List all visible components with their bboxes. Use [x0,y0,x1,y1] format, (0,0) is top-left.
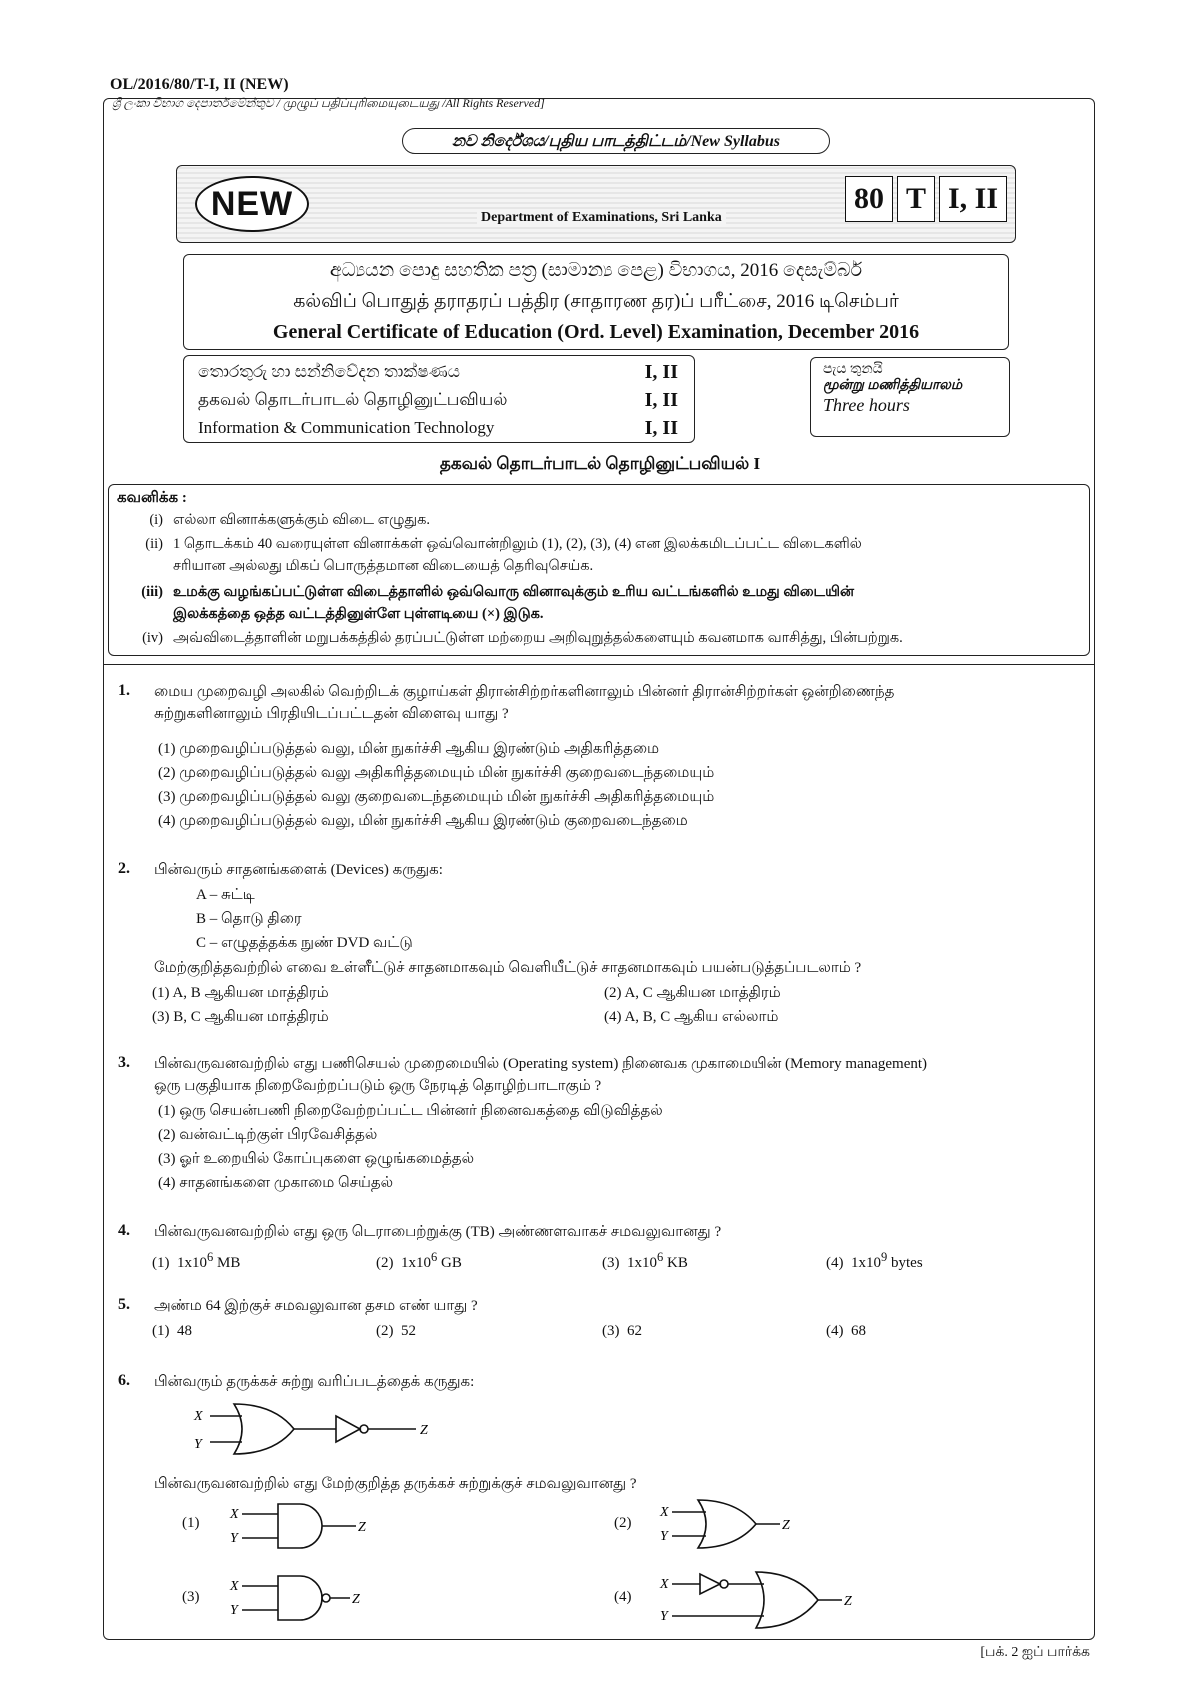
subject-box [183,355,695,443]
page-turn-note: [பக். 2 ஐப் பார்க்க [980,1645,1090,1660]
svg-text:X: X [660,1577,669,1592]
time-tamil: மூன்று மணித்தியாலம் [823,378,963,393]
option: (3) B, C ஆகியன மாத்திரம் [152,1009,329,1025]
instructions-box [108,484,1090,656]
svg-text:X: X [230,1507,239,1522]
option: (2) A, C ஆகியன மாத்திரம் [604,985,781,1001]
or-gate-icon [234,1404,294,1454]
and-gate-icon [278,1504,322,1548]
department-name: Department of Examinations, Sri Lanka [477,210,726,226]
option: (4) சாதனங்களை முகாமை செய்தல் [158,1175,394,1191]
option: (4) 68 [826,1323,866,1339]
svg-text:Y: Y [230,1531,238,1546]
subject-sinhala-row [198,358,688,386]
option: (4) $1x10^9$ bytes [826,1250,923,1271]
svg-text:X: X [230,1579,239,1594]
exam-banner [176,165,1016,243]
question-text: பின்வருவனவற்றில் எது ஒரு டெராபைற்றுக்கு (TB) அண்ணளவாகச் சமவலுவானது ? [154,1224,722,1240]
option: (2) 52 [376,1323,416,1339]
time-box [810,357,1010,437]
exam-title-box [183,254,1009,350]
option: (1) 48 [152,1323,192,1339]
paper-name: தகவல் தொடர்பாடல் தொழினுட்பவியல் I [439,454,761,473]
device-item: C – எழுதத்தக்க நுண் DVD வட்டு [196,935,413,951]
or-gate-icon [756,1572,818,1628]
title-english: General Certificate of Education (Ord. Level) Examination, December 2016 [272,321,920,343]
time-english: Three hours [823,395,910,415]
svg-text:Z: Z [358,1520,366,1535]
svg-text:X: X [660,1505,669,1520]
new-logo: NEW [195,176,309,232]
question-text: பின்வருவனவற்றில் எது மேற்குறித்த தருக்கச் சுற்றுக்குச் சமவலுவானது ? [154,1476,637,1492]
question-number: 2. [118,860,130,877]
svg-text:Y: Y [660,1529,668,1544]
subject-english: Information & Communication Technology [198,418,495,437]
input-x-label: X [194,1409,203,1424]
svg-text:Y: Y [230,1603,238,1618]
option: (3) ஓர் உறையில் கோப்புகளை ஒழுங்கமைத்தல் [158,1151,475,1167]
instructions-heading: கவனிக்க : [117,490,187,506]
nand-gate-icon [278,1576,322,1620]
question-number: 3. [118,1054,130,1071]
question-text: பின்வருவனவற்றில் எது பணிசெயல் முறைமையில் (Operating system) நினைவக முகாமையின் (Memory management) [154,1056,928,1072]
or-gate-icon [698,1500,756,1548]
option-circuit-2 [656,1494,816,1554]
paper-number: 80 [845,176,893,222]
option: (3) முறைவழிப்படுத்தல் வலு குறைவடைந்தமையும் மின் நுகர்ச்சி அதிகரித்தமையும் [158,789,715,805]
subject-parts: I, II [644,361,678,383]
option-circuit-3 [226,1570,386,1626]
option: (3) $1x10^6$ KB [602,1250,688,1271]
not-gate-icon [336,1416,360,1442]
svg-text:Z: Z [352,1592,360,1607]
paper-number-box [845,176,1007,222]
paper-parts: I, II [939,176,1007,222]
option: (4) A, B, C ஆகிய எல்லாம் [604,1009,779,1025]
instruction-item: இலக்கத்தை ஒத்த வட்டத்தினுள்ளே புள்ளடியை (×) இடுக. [173,606,544,622]
question-number: 5. [118,1296,130,1313]
question-text: பின்வரும் தருக்கச் சுற்று வரிப்படத்தைக் கருதுக: [154,1374,475,1390]
input-y-label: Y [194,1437,202,1452]
option: (4) முறைவழிப்படுத்தல் வலு, மின் நுகர்ச்சி ஆகிய இரண்டும் குறைவடைந்தமை [158,813,688,829]
paper-type: T [897,176,935,222]
subject-tamil: தகவல் தொடர்பாடல் தொழினுட்பவியல் [198,390,508,409]
section-divider [103,664,1095,665]
option-circuit-4 [656,1568,876,1632]
option-number: (4) [614,1589,632,1605]
option-number: (1) [182,1515,200,1531]
question-text: சுற்றுகளினாலும் பிரதியிடப்பட்டதன் விளைவு யாது ? [154,706,509,722]
subject-english-row [198,414,688,442]
question-text: ஒரு பகுதியாக நிறைவேற்றப்படும் ஒரு நேரடித் தொழிற்பாடாகும் ? [154,1078,602,1094]
output-z-label: Z [420,1423,428,1438]
instruction-item: சரியான அல்லது மிகப் பொருத்தமான விடையைத் தெரிவுசெய்க. [173,558,594,574]
device-item: A – சுட்டி [196,887,255,903]
instruction-item: (ii) 1 தொடக்கம் 40 வரையுள்ள வினாக்கள் ஒவ்வொன்றிலும் (1), (2), (3), (4) என இலக்கமிடப்பட்ட விடைகளில் [145,536,862,552]
time-sinhala: පැය තුනයි [823,362,883,377]
syllabus-label: නව නිර්දේශය/புதிய பாடத்திட்டம்/New Syllabus [402,128,830,154]
title-tamil: கல்விப் பொதுத் தராதரப் பத்திர (சாதாரண தர)ப் பரீட்சை, 2016 டிசெம்பர் [293,291,899,312]
question-text: பின்வரும் சாதனங்களைக் (Devices) கருதுக: [154,862,443,878]
question-number: 1. [118,682,130,699]
paper-code: OL/2016/80/T-I, II (NEW) [110,76,289,93]
subject-parts: I, II [644,389,678,411]
option-circuit-1 [226,1498,386,1554]
instruction-item: (iv) அவ்விடைத்தாளின் மறுபக்கத்தில் தரப்பட்டுள்ள மற்றைய அறிவுறுத்தல்களையும் கவனமாக வாசித்து, பின்பற்றுக. [142,630,903,646]
option: (1) ஒரு செயன்பணி நிறைவேற்றப்பட்ட பின்னர் நினைவகத்தை விடுவித்தல் [158,1103,663,1119]
subject-tamil-row [198,386,688,414]
svg-text:Z: Z [844,1594,852,1609]
instruction-item: (i) எல்லா வினாக்களுக்கும் விடை எழுதுக. [149,512,431,528]
title-sinhala: අධ්‍යයන පොදු සහතික පත්‍ර (සාමාන්‍ය පෙළ) විභාගය, 2016 දෙසැම්බර් [329,260,863,281]
question-text: மைய முறைவழி அலகில் வெற்றிடக் குழாய்கள் திரான்சிற்றர்களினாலும் பின்னர் திரான்சிற்றர்கள் ஒன்றிணைந்த [154,684,895,700]
question-text: அண்ம 64 இற்குச் சமவலுவான தசம எண் யாது ? [154,1298,478,1314]
rights-reserved: ශ්‍රී ලංකා විභාග දෙපාර්තමේන්තුව / முழுப் பதிப்புரிமையுடையது /All Rights Reserved] [112,96,545,110]
option: (1) முறைவழிப்படுத்தல் வலு, மின் நுகர்ச்சி ஆகிய இரண்டும் அதிகரித்தமை [158,741,660,757]
svg-text:Y: Y [660,1609,668,1624]
option-number: (2) [614,1515,632,1531]
option-number: (3) [182,1589,200,1605]
option: (2) முறைவழிப்படுத்தல் வலு அதிகரித்தமையும் மின் நுகர்ச்சி குறைவடைந்தமையும் [158,765,715,781]
instruction-item: (iii) உமக்கு வழங்கப்பட்டுள்ள விடைத்தாளில் ஒவ்வொரு வினாவுக்கும் உரிய வட்டங்களில் உமது விடையின் [141,584,855,600]
option: (2) $1x10^6$ GB [376,1250,462,1271]
subject-parts: I, II [644,417,678,439]
option: (1) $1x10^6$ MB [152,1250,241,1271]
option: (2) வன்வட்டிற்குள் பிரவேசித்தல் [158,1127,378,1143]
question-number: 4. [118,1222,130,1239]
subject-sinhala: තොරතුරු හා සන්නිවේදන තාක්ෂණය [198,362,460,381]
svg-text:Z: Z [782,1518,790,1533]
option: (1) A, B ஆகியன மாத்திரம் [152,985,329,1001]
not-gate-icon [700,1574,720,1594]
device-item: B – தொடு திரை [196,911,302,927]
logic-circuit-diagram [190,1398,490,1462]
question-number: 6. [118,1372,130,1389]
question-text: மேற்குறித்தவற்றில் எவை உள்ளீட்டுச் சாதனமாகவும் வெளியீட்டுச் சாதனமாகவும் பயன்படுத்தப்படலாம் ? [154,960,862,976]
option: (3) 62 [602,1323,642,1339]
